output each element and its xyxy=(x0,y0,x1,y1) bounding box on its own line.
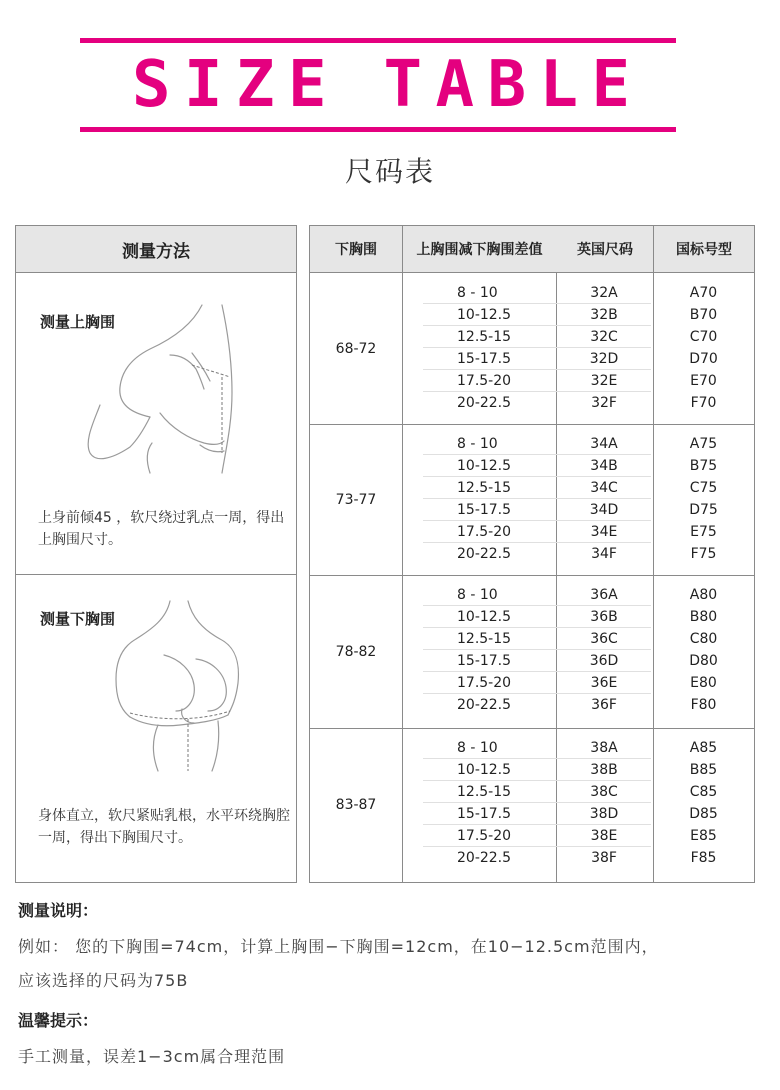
national-size-cell: B75 xyxy=(689,458,718,474)
upper-bust-label: 测量上胸围 xyxy=(40,313,116,331)
table-row xyxy=(403,759,754,781)
national-size-cell: F80 xyxy=(690,697,717,713)
tip-line: 手工测量，误差1−3cm属合理范围 xyxy=(18,1047,286,1066)
uk-size-cell: 36D xyxy=(589,653,619,669)
table-row xyxy=(403,628,754,650)
underbust-figure-icon xyxy=(100,599,262,773)
difference-cell: 10-12.5 xyxy=(457,762,512,778)
title-letter: L xyxy=(539,48,578,122)
uk-size-cell: 38A xyxy=(590,740,618,756)
national-size-cell: B80 xyxy=(689,609,718,625)
uk-size-cell: 38C xyxy=(590,784,618,800)
table-row xyxy=(403,433,754,455)
national-size-cell: D80 xyxy=(689,653,718,669)
uk-size-cell: 38D xyxy=(589,806,619,822)
table-row xyxy=(403,477,754,499)
upper-bust-figure-icon xyxy=(72,303,242,475)
difference-cell: 15-17.5 xyxy=(457,502,512,518)
underbust-range: 83-87 xyxy=(335,797,377,813)
tip-title: 温馨提示： xyxy=(18,1011,99,1030)
table-row xyxy=(403,825,754,847)
title-letter: I xyxy=(184,48,223,122)
header-national-size: 国标号型 xyxy=(676,242,732,258)
uk-size-cell: 36A xyxy=(590,587,618,603)
national-size-cell: A70 xyxy=(689,285,718,301)
uk-size-cell: 32B xyxy=(590,307,618,323)
national-size-cell: C85 xyxy=(689,784,718,800)
national-size-cell: A85 xyxy=(689,740,718,756)
national-size-cell: F85 xyxy=(690,850,717,866)
uk-size-cell: 34A xyxy=(590,436,618,452)
uk-size-cell: 34F xyxy=(591,546,617,562)
table-row xyxy=(403,499,754,521)
table-row xyxy=(403,606,754,628)
table-row xyxy=(403,282,754,304)
measurement-method-panel xyxy=(15,225,297,883)
difference-cell: 17.5-20 xyxy=(457,373,512,389)
difference-cell: 12.5-15 xyxy=(457,631,512,647)
underbust-label: 测量下胸围 xyxy=(40,610,116,628)
national-size-cell: E70 xyxy=(690,373,717,389)
difference-cell: 17.5-20 xyxy=(457,524,512,540)
page-title xyxy=(80,48,676,122)
difference-cell: 12.5-15 xyxy=(457,480,512,496)
difference-cell: 8 - 10 xyxy=(457,436,498,452)
national-size-cell: C70 xyxy=(689,329,718,345)
header-uk-size: 英国尺码 xyxy=(577,242,633,258)
difference-cell: 10-12.5 xyxy=(457,458,512,474)
uk-size-cell: 38F xyxy=(591,850,617,866)
national-size-cell: D70 xyxy=(689,351,718,367)
underbust-range: 78-82 xyxy=(335,643,377,660)
national-size-cell: D85 xyxy=(689,806,718,822)
uk-size-cell: 38E xyxy=(590,828,618,844)
table-row xyxy=(403,326,754,348)
uk-size-cell: 34C xyxy=(590,480,618,496)
table-row xyxy=(403,584,754,606)
uk-size-cell: 32E xyxy=(590,373,618,389)
uk-size-cell: 32D xyxy=(589,351,619,367)
uk-size-cell: 34B xyxy=(590,458,618,474)
upper-bust-description: 上身前倾45 ，软尺绕过乳点一周，得出上胸围尺寸。 xyxy=(38,510,285,548)
uk-size-cell: 34D xyxy=(589,502,619,518)
page-subtitle: 尺码表 xyxy=(344,155,435,188)
national-size-cell: C80 xyxy=(689,631,718,647)
difference-cell: 8 - 10 xyxy=(457,740,498,756)
uk-size-cell: 32F xyxy=(591,395,617,411)
bottom-accent-rule xyxy=(80,127,676,132)
underbust-description: 身体直立，软尺紧贴乳根，水平环绕胸腔一周，得出下胸围尺寸。 xyxy=(38,808,290,846)
uk-size-cell: 32A xyxy=(590,285,618,301)
uk-size-cell: 36B xyxy=(590,609,618,625)
title-letter: E xyxy=(288,48,327,122)
national-size-cell: F70 xyxy=(690,395,717,411)
national-size-cell: B85 xyxy=(689,762,718,778)
national-size-cell: F75 xyxy=(690,546,717,562)
difference-cell: 20-22.5 xyxy=(457,546,512,562)
difference-cell: 10-12.5 xyxy=(457,609,512,625)
uk-size-cell: 38B xyxy=(590,762,618,778)
table-row xyxy=(403,521,754,543)
national-size-cell: E85 xyxy=(690,828,717,844)
table-row xyxy=(403,348,754,370)
header-difference: 上胸围减下胸围差值 xyxy=(416,242,543,258)
national-size-cell: B70 xyxy=(689,307,718,323)
uk-size-cell: 36C xyxy=(590,631,618,647)
underbust-range: 68-72 xyxy=(335,340,377,357)
measure-note-line: 例如： 您的下胸围=74cm，计算上胸围−下胸围=12cm，在10−12.5cm范围内， xyxy=(18,937,659,956)
difference-cell: 17.5-20 xyxy=(457,828,512,844)
national-size-cell: A75 xyxy=(689,436,718,452)
table-row xyxy=(403,781,754,803)
national-size-cell: A80 xyxy=(689,587,718,603)
difference-cell: 17.5-20 xyxy=(457,675,512,691)
table-row xyxy=(403,392,754,414)
table-row xyxy=(403,370,754,392)
difference-cell: 20-22.5 xyxy=(457,697,512,713)
table-row xyxy=(403,803,754,825)
top-accent-rule xyxy=(80,38,676,43)
upper-bust-section xyxy=(16,273,296,575)
table-row xyxy=(403,304,754,326)
method-heading: 测量方法 xyxy=(16,226,296,273)
size-table-header xyxy=(310,226,754,273)
uk-size-cell: 32C xyxy=(590,329,618,345)
underbust-section xyxy=(16,575,296,882)
national-size-cell: E75 xyxy=(690,524,717,540)
table-row xyxy=(403,672,754,694)
header-underbust: 下胸围 xyxy=(335,242,377,258)
title-letter: T xyxy=(383,48,422,122)
difference-cell: 20-22.5 xyxy=(457,395,512,411)
table-row xyxy=(403,543,754,565)
difference-cell: 8 - 10 xyxy=(457,587,498,603)
uk-size-cell: 34E xyxy=(590,524,618,540)
title-letter: S xyxy=(132,48,171,122)
size-table xyxy=(309,225,755,883)
table-row xyxy=(403,694,754,716)
difference-cell: 15-17.5 xyxy=(457,351,512,367)
national-size-cell: E80 xyxy=(690,675,717,691)
table-row xyxy=(403,847,754,869)
title-letter: B xyxy=(487,48,526,122)
underbust-range: 73-77 xyxy=(335,491,377,508)
difference-cell: 10-12.5 xyxy=(457,307,512,323)
difference-cell: 20-22.5 xyxy=(457,850,512,866)
table-row xyxy=(403,455,754,477)
table-row xyxy=(403,737,754,759)
national-size-cell: C75 xyxy=(689,480,718,496)
table-row xyxy=(403,650,754,672)
title-letter: A xyxy=(435,48,474,122)
uk-size-cell: 36F xyxy=(591,697,617,713)
uk-size-cell: 36E xyxy=(590,675,618,691)
measure-note-line: 应该选择的尺码为75B xyxy=(18,971,189,990)
difference-cell: 15-17.5 xyxy=(457,806,512,822)
difference-cell: 12.5-15 xyxy=(457,329,512,345)
difference-cell: 12.5-15 xyxy=(457,784,512,800)
difference-cell: 8 - 10 xyxy=(457,285,498,301)
measure-note-title: 测量说明： xyxy=(18,901,99,920)
title-letter: Z xyxy=(236,48,275,122)
difference-cell: 15-17.5 xyxy=(457,653,512,669)
national-size-cell: D75 xyxy=(689,502,718,518)
title-letter: E xyxy=(591,48,630,122)
